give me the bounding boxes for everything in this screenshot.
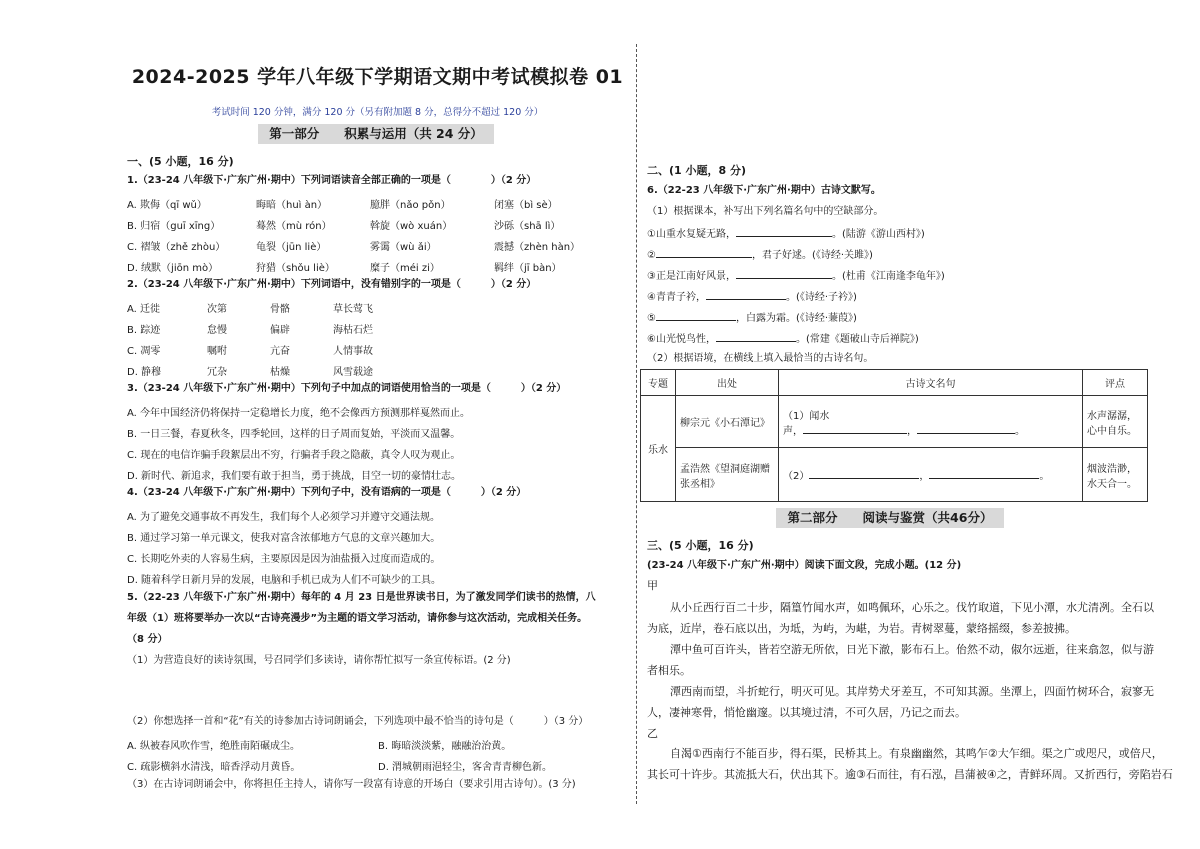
- table-quote: （1）闻水 声， ， 。: [779, 396, 1083, 448]
- q1-option: 晦暗（huì àn）: [256, 200, 328, 211]
- q2-option: A. 迁徙: [127, 304, 161, 315]
- q2-stem: 2.（23-24 八年级下·广东广州·期中）下列词语中，没有错别字的一项是（ ）（2 分）: [127, 279, 537, 290]
- column-divider: [636, 44, 637, 804]
- answer-blank[interactable]: [706, 289, 786, 300]
- q1-option: 沙砾（shā lì）: [494, 221, 561, 232]
- q2-option: D. 静穆: [127, 367, 162, 378]
- q2-option: 怠慢: [207, 325, 227, 336]
- q6-sub1: （1）根据课本，补写出下列名篇名句中的空缺部分。: [647, 206, 884, 217]
- passage-yi-line: 其长可十许步。其流抵大石，伏出其下。逾③石而往，有石泓，昌蒲被④之，青鲜环周。又折西行，旁陷岩石: [647, 768, 1173, 781]
- q1-stem: 1.（23-24 八年级下·广东广州·期中）下列词语读音全部正确的一项是（ ）（2 分）: [127, 175, 537, 186]
- table-comment: 水声潺潺，心中自乐。: [1083, 396, 1148, 448]
- exam-subtitle: 考试时间 120 分钟，满分 120 分（另有附加题 8 分，总得分不超过 120 分）: [211, 107, 544, 118]
- q4-option: B. 通过学习第一单元课文，使我对富含浓郁地方气息的文章兴趣加大。: [127, 533, 441, 544]
- q1-option: B. 归宿（guī xīng）: [127, 221, 221, 232]
- q2-option: 人情事故: [333, 346, 373, 357]
- section3-heading: 三、(5 小题，16 分): [647, 539, 754, 552]
- table-topic: 乐水: [641, 396, 676, 502]
- passage-jia-line: 人，凄神寒骨，悄怆幽邃。以其境过清，不可久居，乃记之而去。: [647, 706, 966, 719]
- q2-option: 枯燥: [270, 367, 290, 378]
- q6-sub2: （2）根据语境，在横线上填入最恰当的古诗名句。: [647, 353, 874, 364]
- table-header: 评点: [1083, 370, 1148, 396]
- poem-table: [640, 369, 1148, 502]
- q3-stem: 3.（23-24 八年级下·广东广州·期中）下列句子中加点的词语使用恰当的一项是（ ）（2 分）: [127, 383, 567, 394]
- answer-blank[interactable]: [656, 247, 752, 258]
- passage-jia-label: 甲: [647, 579, 658, 592]
- table-header: 古诗文名句: [779, 370, 1083, 396]
- q5-sub2-option: C. 疏影横斜水清浅，暗香浮动月黄昏。: [127, 762, 301, 773]
- exam-title: 2024-2025 学年八年级下学期语文期中考试模拟卷 01: [131, 66, 624, 88]
- answer-blank[interactable]: [803, 423, 907, 434]
- q3-option: C. 现在的电信诈骗手段絮层出不穷，行骗者手段之隐蔽，真令人叹为观止。: [127, 450, 461, 461]
- q6-item: ② ，君子好逑。(《诗经·关雎》): [647, 247, 873, 263]
- q5-sub1: （1）为营造良好的读诗氛围，号召同学们多读诗，请你帮忙拟写一条宣传标语。(2 分): [127, 655, 511, 666]
- q1-option: D. 绒默（jiōn mò）: [127, 263, 219, 274]
- answer-blank[interactable]: [736, 226, 832, 237]
- q5-stem-line1: 5.（22-23 八年级下·广东广州·期中）每年的 4 月 23 日是世界读书日，为了激发同学们读书的热情，八: [127, 592, 596, 603]
- part2-banner: 第二部分 阅读与鉴赏（共46分）: [776, 508, 1004, 528]
- q4-option: D. 随着科学日新月异的发展，电脑和手机已成为人们不可缺少的工具。: [127, 575, 442, 586]
- q6-stem: 6.（22-23 八年级下·广东广州·期中）古诗文默写。: [647, 185, 881, 196]
- q1-option: 雾霭（wù ǎi）: [370, 242, 437, 253]
- q5-sub2-option: D. 渭城朝雨浥轻尘，客舍青青柳色新。: [378, 762, 553, 773]
- passage-jia-line: 者相乐。: [647, 664, 691, 677]
- q5-stem-line3: （8 分）: [127, 634, 168, 645]
- q6-item: ⑤ ，白露为霜。(《诗经·蒹葭》): [647, 310, 857, 326]
- answer-blank[interactable]: [656, 310, 736, 321]
- q4-option: A. 为了避免交通事故不再发生，我们每个人必须学习并遵守交通法规。: [127, 512, 441, 523]
- q3-option: A. 今年中国经济仍将保持一定稳增长力度，绝不会像西方预测那样戛然而止。: [127, 408, 471, 419]
- answer-blank[interactable]: [809, 468, 919, 479]
- q1-option: A. 欺侮（qī wǔ）: [127, 200, 207, 211]
- table-source: 柳宗元《小石潭记》: [676, 396, 779, 448]
- answer-blank[interactable]: [929, 468, 1039, 479]
- q2-option: B. 踪迹: [127, 325, 161, 336]
- q1-option: 蓦然（mù rón）: [256, 221, 332, 232]
- q2-option: 骨骼: [270, 304, 290, 315]
- q4-option: C. 长期吃外卖的人容易生病，主要原因是因为油盐摄入过度而造成的。: [127, 554, 441, 565]
- q1-option: 闭塞（bì sè）: [494, 200, 558, 211]
- q2-option: 亢奋: [270, 346, 290, 357]
- q1-option: 糜子（méi zi）: [370, 263, 440, 274]
- section2-heading: 二、(1 小题，8 分): [647, 164, 747, 177]
- q1-option: 斡旋（wò xuán）: [370, 221, 453, 232]
- q1-option: 震撼（zhèn hàn）: [494, 242, 581, 253]
- passage-jia-line: 从小丘西行百二十步，隔篁竹闻水声，如鸣佩环，心乐之。伐竹取道，下见小潭，水尤清冽。全石以: [670, 601, 1154, 614]
- q1-option: 臆胖（nǎo pǒn）: [370, 200, 451, 211]
- table-header: 出处: [676, 370, 779, 396]
- q2-option: 草长莺飞: [333, 304, 373, 315]
- q5-sub2-option: A. 纵被春风吹作雪，绝胜南陌碾成尘。: [127, 741, 301, 752]
- q1-option: C. 褶皱（zhě zhòu）: [127, 242, 226, 253]
- q3-option: D. 新时代、新追求，我们要有敢于担当，勇于挑战，目空一切的豪情壮志。: [127, 471, 462, 482]
- q1-option: 狩猎（shǒu liè）: [256, 263, 335, 274]
- q1-option: 羁绊（jī bàn）: [494, 263, 562, 274]
- table-quote: （2） ， 。: [779, 448, 1083, 502]
- q6-item: ⑥山光悦鸟性， 。(常建《题破山寺后禅院》): [647, 331, 919, 347]
- q6-item: ④青青子衿， 。(《诗经·子衿》): [647, 289, 857, 305]
- q4-stem: 4.（23-24 八年级下·广东广州·期中）下列句子中，没有语病的一项是（ ）（2 分）: [127, 487, 527, 498]
- table-comment: 烟波浩渺，水天合一。: [1083, 448, 1148, 502]
- q2-option: 偏辟: [270, 325, 290, 336]
- passage-yi-label: 乙: [647, 727, 658, 740]
- reading-stem: (23-24 八年级下·广东广州·期中）阅读下面文段，完成小题。(12 分): [647, 560, 962, 571]
- q2-option: 风雪载途: [333, 367, 373, 378]
- passage-jia-line: 潭西南而望，斗折蛇行，明灭可见。其岸势犬牙差互，不可知其源。坐潭上，四面竹树环合，寂寥无: [670, 685, 1154, 698]
- passage-jia-line: 为底，近岸，卷石底以出，为坻，为屿，为嵁，为岩。青树翠蔓，蒙络摇缀，参差披拂。: [647, 622, 1076, 635]
- passage-yi-line: 自渴①西南行不能百步，得石渠，民桥其上。有泉幽幽然，其鸣乍②大乍细。渠之广或咫尺，或倍尺，: [670, 747, 1163, 760]
- answer-blank[interactable]: [736, 268, 832, 279]
- answer-blank[interactable]: [716, 331, 796, 342]
- q5-sub2: （2）你想选择一首和“花”有关的诗参加古诗词朗诵会，下列选项中最不恰当的诗句是（ ）（3 分）: [127, 716, 589, 727]
- passage-jia-line: 潭中鱼可百许头，皆若空游无所依，日光下澈，影布石上。佁然不动，俶尔远逝，往来翕忽，似与游: [670, 643, 1154, 656]
- q6-item: ①山重水复疑无路， 。(陆游《游山西村》): [647, 226, 925, 242]
- answer-blank[interactable]: [917, 423, 1015, 434]
- q2-option: C. 凋零: [127, 346, 161, 357]
- section1-heading: 一、(5 小题，16 分): [127, 155, 234, 168]
- q6-item: ③正是江南好风景， 。(杜甫《江南逢李龟年》): [647, 268, 945, 284]
- q5-sub2-option: B. 晦暗淡淡紫，融融治治黄。: [378, 741, 512, 752]
- table-header: 专题: [641, 370, 676, 396]
- q2-option: 嘱咐: [207, 346, 227, 357]
- q3-option: B. 一日三餐，春夏秋冬，四季轮回，这样的日子周而复始，平淡而又温馨。: [127, 429, 461, 440]
- q2-option: 海枯石烂: [333, 325, 373, 336]
- q1-option: 龟裂（jūn liè）: [256, 242, 327, 253]
- q5-stem-line2: 年级（1）班将要举办一次以“古诗亮漫步”为主题的语文学习活动，请你参与这次活动，完成相关任务。: [127, 613, 588, 624]
- part1-banner: 第一部分 积累与运用（共 24 分）: [258, 124, 494, 144]
- q5-sub3: （3）在古诗词朗诵会中，你将担任主持人，请你写一段富有诗意的开场白（要求引用古诗句）。(3 分): [127, 779, 576, 790]
- table-source: 孟浩然《望洞庭湖赠张丞相》: [676, 448, 779, 502]
- q2-option: 冗杂: [207, 367, 227, 378]
- q2-option: 次第: [207, 304, 227, 315]
